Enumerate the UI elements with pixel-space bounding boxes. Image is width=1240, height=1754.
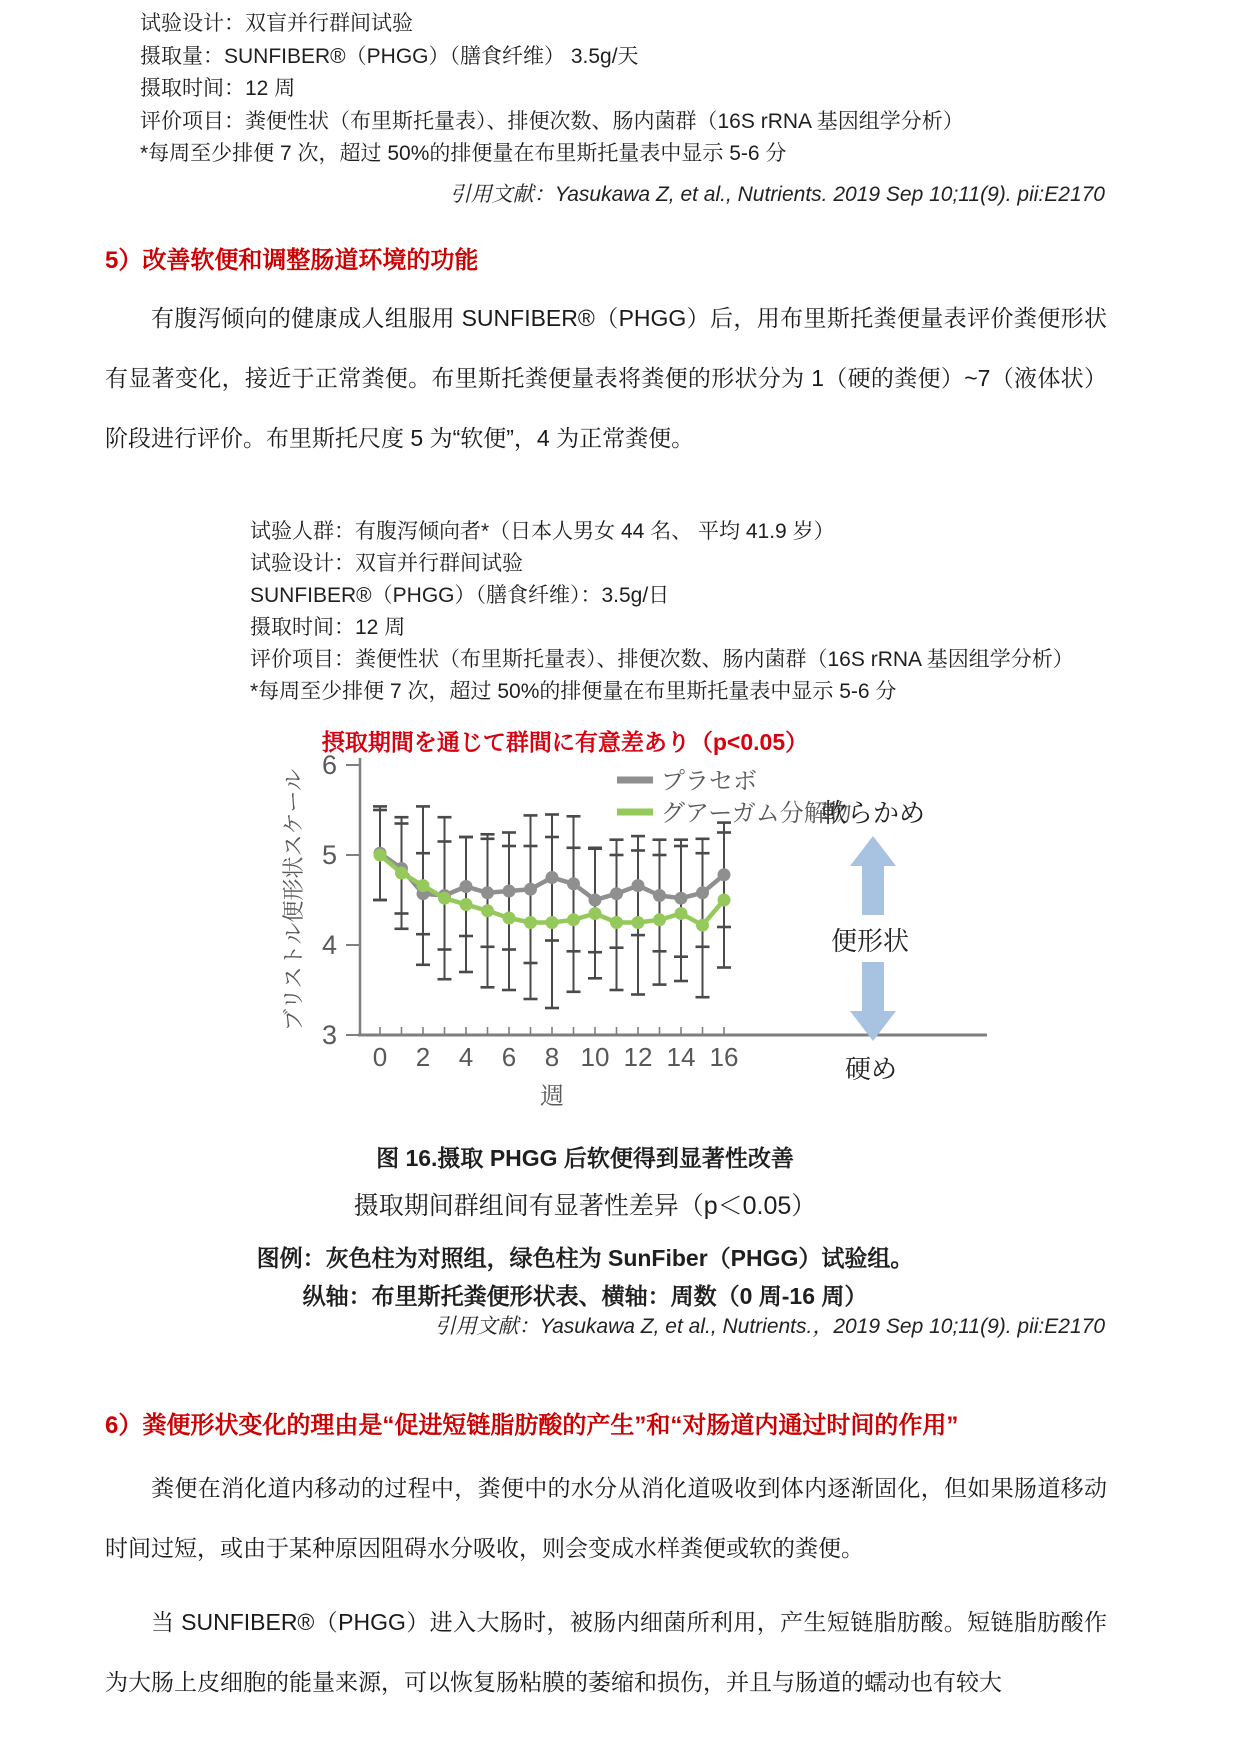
detail-line-intake-period: 摄取时间：12 周 — [140, 77, 296, 100]
svg-text:6: 6 — [501, 1042, 517, 1072]
bristol-chart-svg — [225, 710, 1025, 1130]
svg-text:4: 4 — [321, 930, 337, 960]
detail-line-study-design-2: 试验设计：双盲并行群间试验 — [250, 552, 523, 575]
svg-text:ブリストル便形状スケール: ブリストル便形状スケール — [281, 768, 306, 1032]
svg-text:14: 14 — [666, 1042, 696, 1072]
detail-line-footnote: *每周至少排便 7 次，超过 50%的排便量在布里斯托量表中显示 5-6 分 — [140, 142, 787, 165]
detail-line-evaluation-items: 评价项目：粪便性状（布里斯托量表）、排便次数、肠内菌群（16S rRNA 基因组学分析） — [140, 109, 964, 133]
section6-heading: 6）粪便形状变化的理由是“促进短链脂肪酸的产生”和“对肠道内通过时间的作用” — [105, 1412, 959, 1439]
figure-caption-axis-note: 纵轴：布里斯托粪便形状表、横轴：周数（0 周-16 周） — [302, 1283, 868, 1309]
svg-text:摂取期間を通じて群間に有意差あり（p<0.05）: 摂取期間を通じて群間に有意差あり（p<0.05） — [321, 729, 809, 755]
bristol-stool-scale-figure — [225, 710, 1025, 1130]
trial-details-block-1 — [140, 8, 1140, 171]
svg-text:8: 8 — [544, 1042, 560, 1072]
citation-reference-1: 引用文献：Yasukawa Z, et al., Nutrients. 2019 Sep 10;11(9). pii:E2170 — [449, 183, 1105, 206]
svg-text:3: 3 — [321, 1020, 337, 1050]
svg-text:2: 2 — [415, 1042, 431, 1072]
figure-caption-legend-note: 图例：灰色柱为对照组，绿色柱为 SunFiber（PHGG）试验组。 — [256, 1245, 914, 1271]
svg-text:6: 6 — [321, 750, 337, 780]
svg-text:グアーガム分解物: グアーガム分解物 — [661, 800, 852, 827]
svg-text:16: 16 — [709, 1042, 739, 1072]
detail-line-intake-period-2: 摄取时间：12 周 — [250, 616, 406, 639]
svg-text:週: 週 — [540, 1083, 564, 1110]
svg-text:5: 5 — [321, 840, 337, 870]
svg-text:4: 4 — [458, 1042, 474, 1072]
citation-reference-2: 引用文献：Yasukawa Z, et al., Nutrients.，2019 Sep 10;11(9). pii:E2170 — [434, 1315, 1105, 1338]
svg-text:12: 12 — [623, 1042, 653, 1072]
detail-line-evaluation-items-2: 评价项目：粪便性状（布里斯托量表）、排便次数、肠内菌群（16S rRNA 基因组学分析） — [250, 648, 1074, 671]
trial-details-block-2 — [250, 516, 1150, 708]
figure-caption-significance: 摄取期间群组间有显著性差异（p＜0.05） — [353, 1192, 817, 1220]
figure-caption-title: 图 16.摄取 PHGG 后软便得到显著性改善 — [376, 1145, 794, 1171]
svg-text:便形状: 便形状 — [831, 926, 910, 956]
detail-line-sunfiber-dose: SUNFIBER®（PHGG）（膳食纤维）：3.5g/日 — [250, 584, 670, 607]
section6-paragraph-1: 粪便在消化道内移动的过程中，粪便中的水分从消化道吸收到体内逐渐固化，但如果肠道移动时间过短，或由于某种原因阻碍水分吸收，则会变成水样粪便或软的粪便。 — [105, 1475, 1107, 1561]
section5-paragraph: 有腹泻倾向的健康成人组服用 SUNFIBER®（PHGG）后，用布里斯托粪便量表评价粪便形状有显著变化，接近于正常粪便。布里斯托粪便量表将粪便的形状分为 1（硬的粪便）~7（液体状）阶段进行评价。布里斯托尺度 5 为“软便”，4 为正常粪便。 — [105, 305, 1107, 451]
section6-paragraph-2: 当 SUNFIBER®（PHGG）进入大肠时，被肠内细菌所利用，产生短链脂肪酸。短链脂肪酸作为大肠上皮细胞的能量来源，可以恢复肠粘膜的萎缩和损伤，并且与肠道的蠕动也有较大 — [105, 1609, 1107, 1695]
detail-line-population: 试验人群：有腹泻倾向者*（日本人男女 44 名、 平均 41.9 岁） — [250, 520, 835, 543]
section5-heading: 5）改善软便和调整肠道环境的功能 — [105, 247, 479, 274]
svg-text:軟らかめ: 軟らかめ — [821, 798, 926, 828]
svg-text:硬め: 硬め — [845, 1054, 898, 1084]
svg-text:プラセボ: プラセボ — [661, 768, 757, 795]
detail-line-study-design: 试验设计：双盲并行群间试验 — [140, 12, 413, 35]
svg-text:10: 10 — [580, 1042, 610, 1072]
detail-line-intake-amount: 摄取量：SUNFIBER®（PHGG）（膳食纤维） 3.5g/天 — [140, 44, 639, 68]
svg-text:0: 0 — [372, 1042, 388, 1072]
detail-line-footnote-2: *每周至少排便 7 次，超过 50%的排便量在布里斯托量表中显示 5-6 分 — [250, 680, 897, 703]
